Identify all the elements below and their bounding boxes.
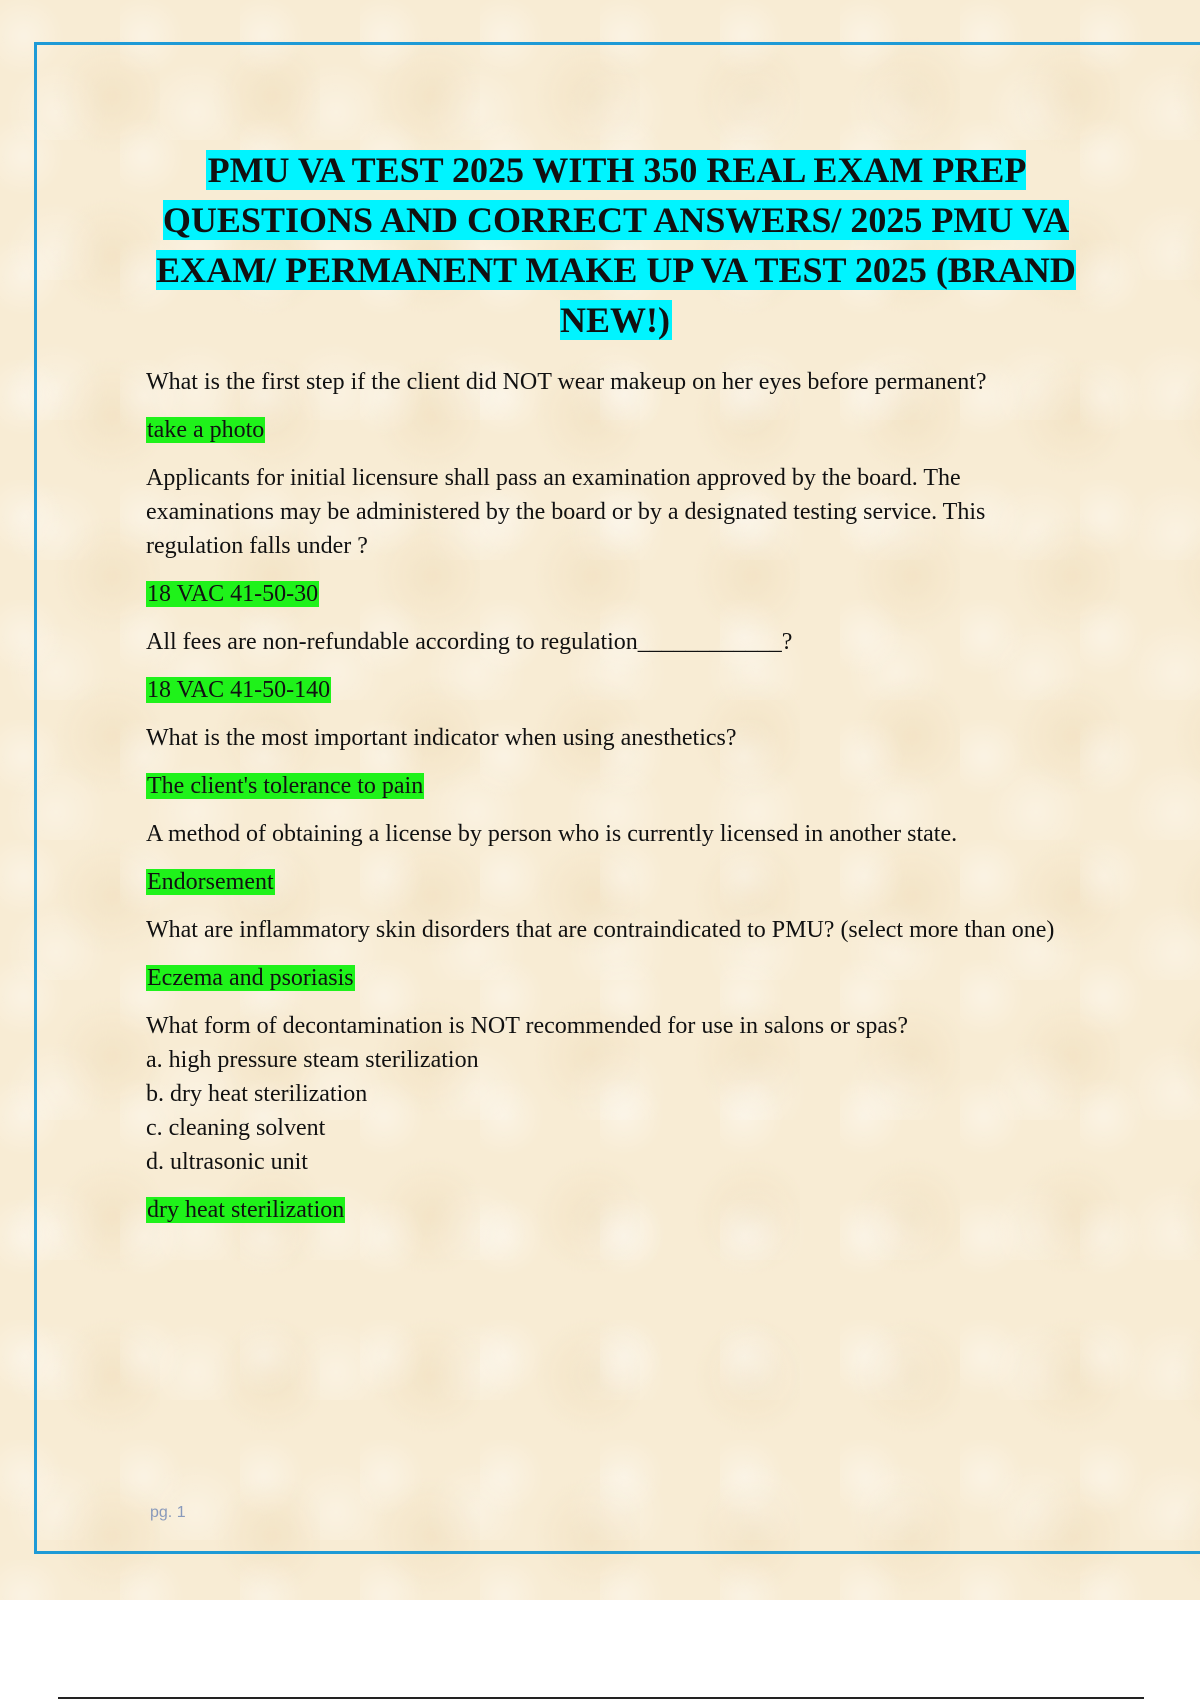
page-number: pg. 1 xyxy=(150,1504,186,1521)
question-text: Applicants for initial licensure shall pass an examination approved by the board. The examinations may be administered by the board or by a designated testing service. This regulation falls under ? xyxy=(146,465,986,559)
answer-text xyxy=(146,963,1086,993)
question-block xyxy=(146,1009,1086,1179)
answer-text xyxy=(146,675,1086,705)
answer-text xyxy=(146,771,1086,801)
question-text: What are inflammatory skin disorders that are contraindicated to PMU? (select more than one) xyxy=(146,917,1055,943)
qa-item xyxy=(146,1009,1086,1225)
document-content xyxy=(146,145,1086,1241)
answer-highlight: 18 VAC 41-50-30 xyxy=(147,581,319,607)
bottom-divider xyxy=(58,1697,1144,1699)
answer-text xyxy=(146,867,1086,897)
answer-text xyxy=(146,415,1086,445)
answer-highlight: dry heat sterilization xyxy=(147,1197,345,1223)
qa-item xyxy=(146,721,1086,801)
answer-option-d: d. ultrasonic unit xyxy=(146,1149,308,1175)
document-title-highlight: PMU VA TEST 2025 WITH 350 REAL EXAM PREP QUESTIONS AND CORRECT ANSWERS/ 2025 PMU VA EXAM/ PERMANENT MAKE UP VA TEST 2025 (BRAND NEW!) xyxy=(156,150,1076,340)
question-text: What is the first step if the client did NOT wear makeup on her eyes before permanent? xyxy=(146,369,987,395)
qa-item xyxy=(146,817,1086,897)
answer-highlight: Eczema and psoriasis xyxy=(147,965,354,991)
answer-text xyxy=(146,579,1086,609)
answer-highlight: 18 VAC 41-50-140 xyxy=(147,677,331,703)
qa-item xyxy=(146,365,1086,445)
question-text: A method of obtaining a license by person who is currently licensed in another state. xyxy=(146,821,958,847)
qa-item xyxy=(146,913,1086,993)
question-text: What form of decontamination is NOT recommended for use in salons or spas? xyxy=(146,1013,909,1039)
qa-item xyxy=(146,461,1086,609)
question-text: What is the most important indicator when using anesthetics? xyxy=(146,725,737,751)
answer-highlight: Endorsement xyxy=(147,869,274,895)
answer-highlight: take a photo xyxy=(147,417,265,443)
answer-option-a: a. high pressure steam sterilization xyxy=(146,1047,479,1073)
answer-option-c: c. cleaning solvent xyxy=(146,1115,326,1141)
answer-text xyxy=(146,1195,1086,1225)
document-title xyxy=(146,145,1086,345)
qa-item xyxy=(146,625,1086,705)
answer-highlight: The client's tolerance to pain xyxy=(147,773,424,799)
answer-option-b: b. dry heat sterilization xyxy=(146,1081,368,1107)
question-text: All fees are non-refundable according to regulation____________? xyxy=(146,629,793,655)
